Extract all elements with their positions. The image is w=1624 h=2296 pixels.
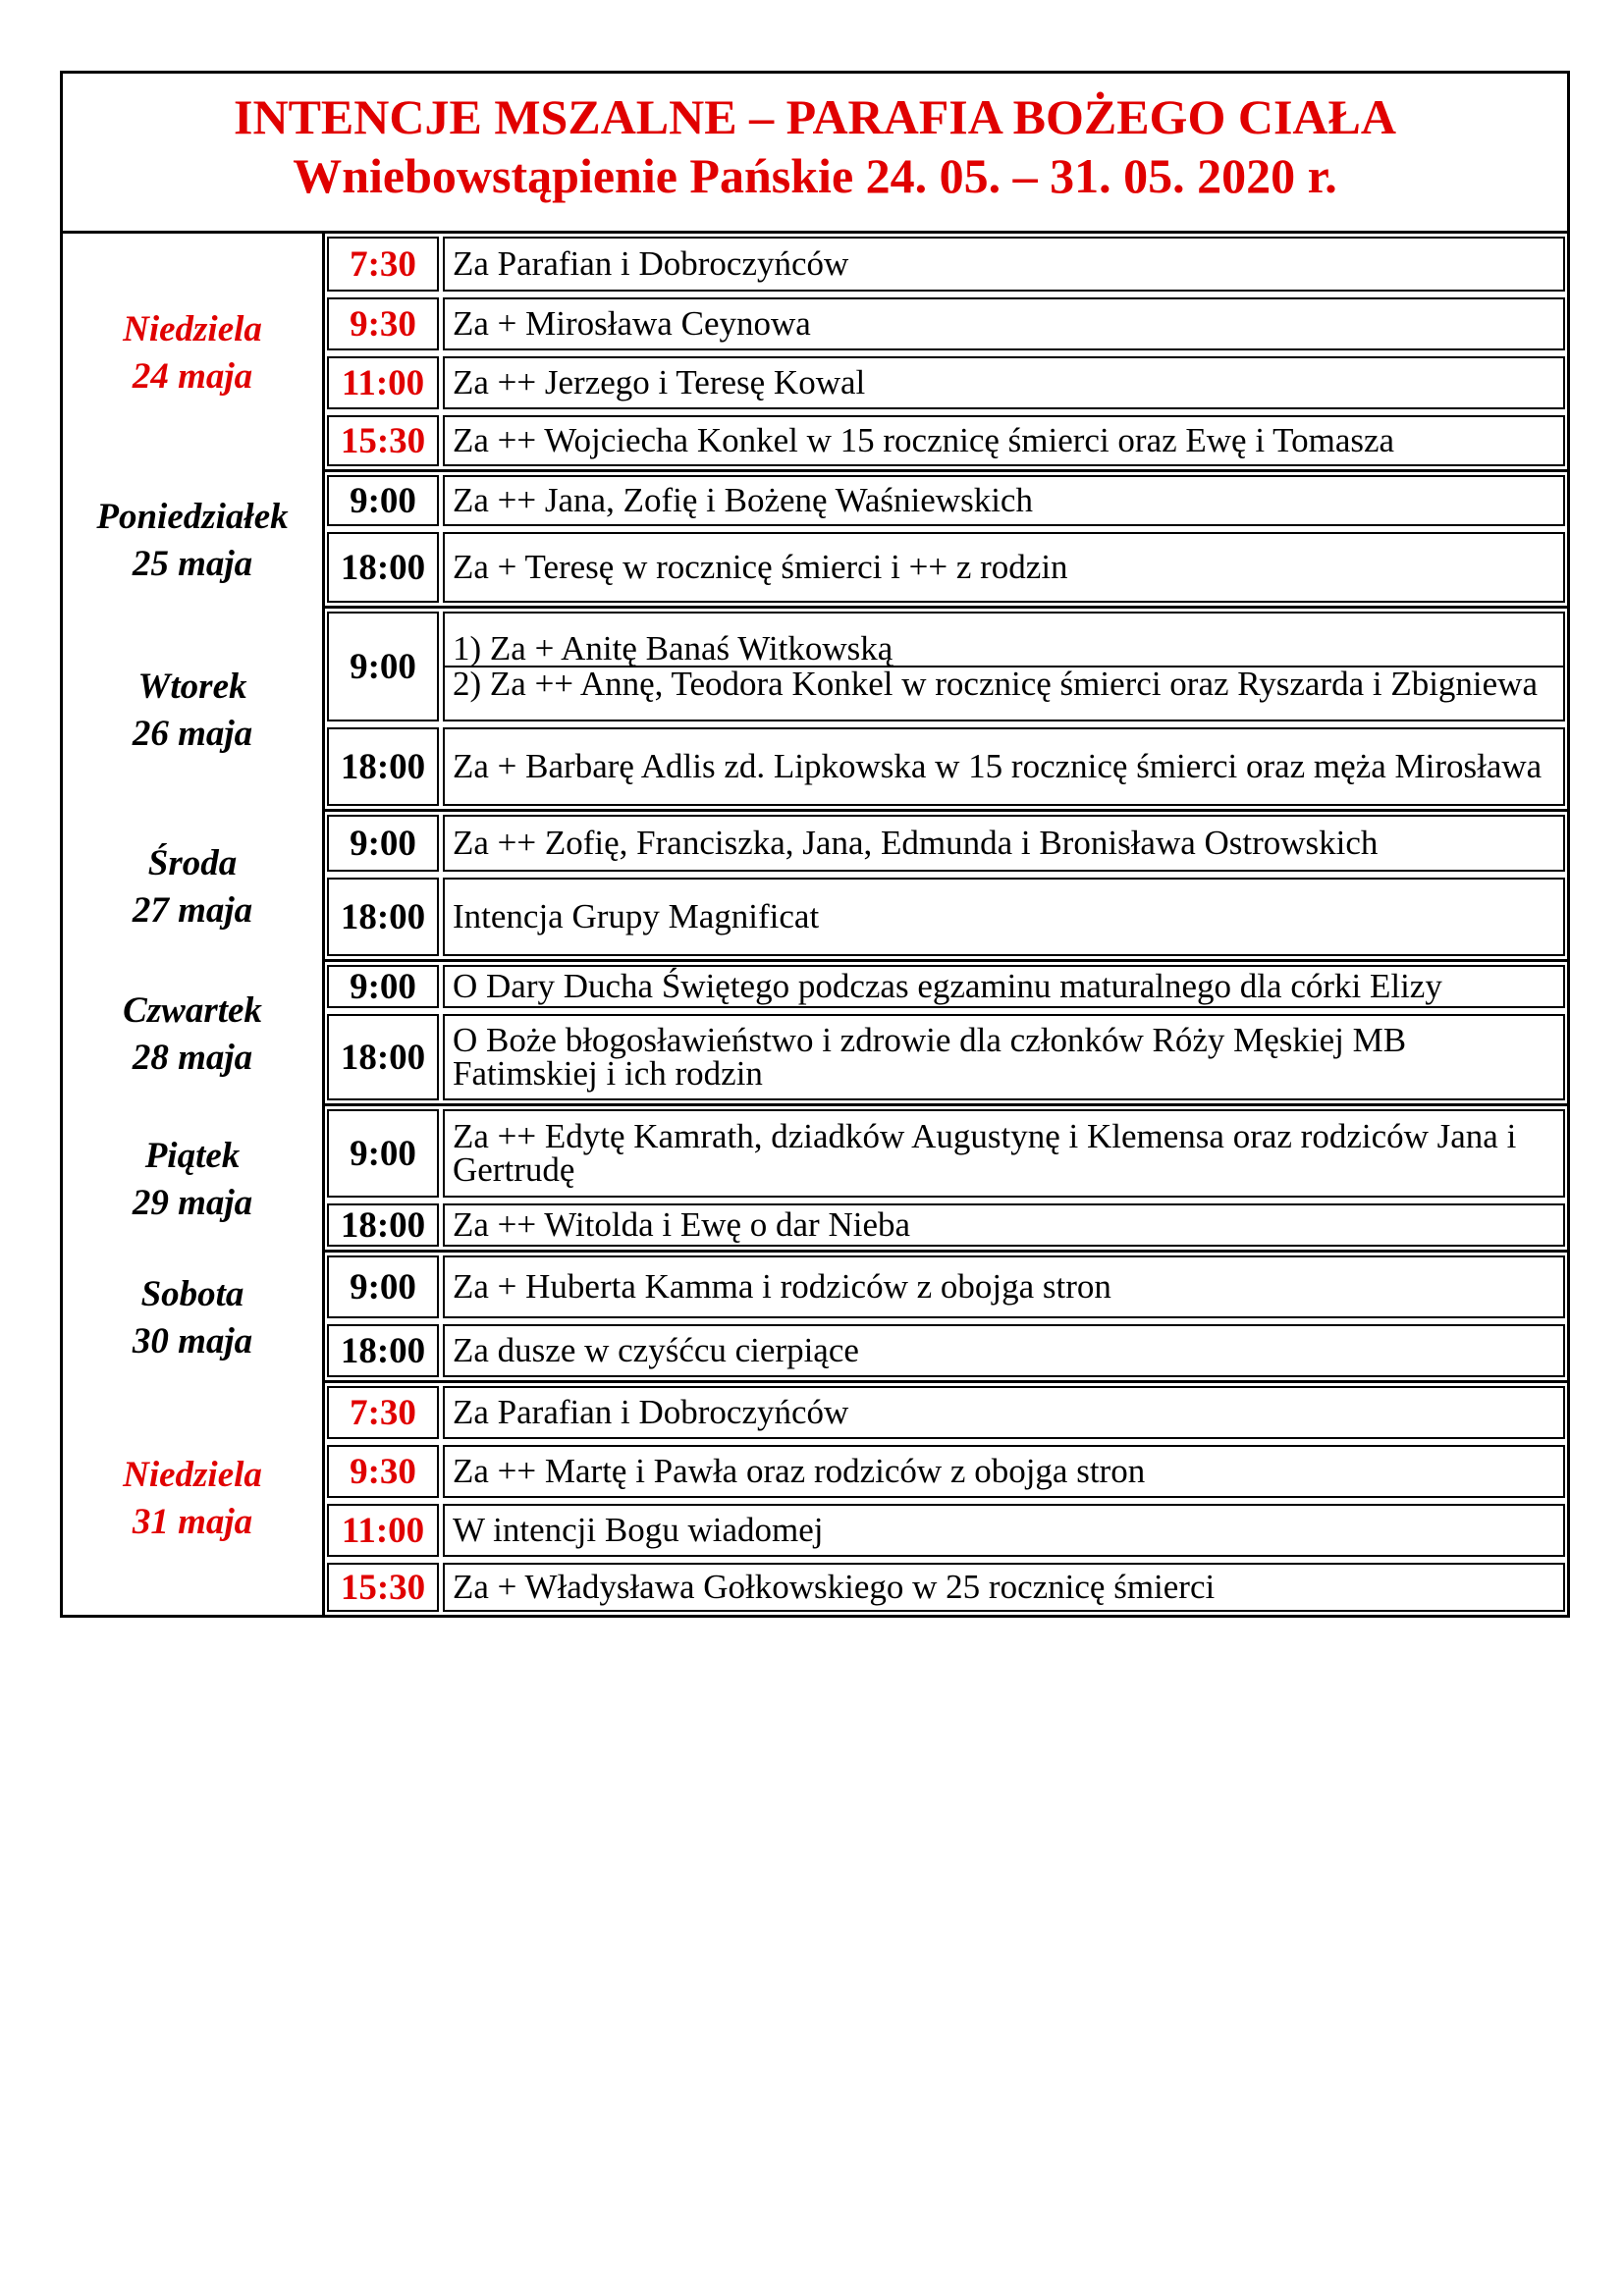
intention-box <box>443 475 1565 526</box>
mass-time: 11:00 <box>327 356 439 409</box>
intention-text: Za + Barbarę Adlis zd. Lipkowska w 15 rocznicę śmierci oraz męża Mirosława <box>453 747 1543 785</box>
document-title: INTENCJE MSZALNE – PARAFIA BOŻEGO CIAŁA <box>234 89 1396 144</box>
intention-cell <box>441 1106 1567 1201</box>
mass-time: 9:00 <box>327 965 439 1008</box>
intention-text: Za ++ Jerzego i Teresę Kowal <box>453 363 866 401</box>
mass-time: 18:00 <box>327 878 439 956</box>
intention-text: W intencji Bogu wiadomej <box>453 1511 824 1549</box>
intention-cell <box>441 1442 1567 1501</box>
day-name: Wtorek <box>137 666 247 707</box>
intention-cell <box>441 1383 1567 1442</box>
mass-time: 15:30 <box>327 1563 439 1612</box>
intention-cell <box>441 609 1567 724</box>
intention-cell <box>441 812 1567 875</box>
intention-cell <box>441 962 1567 1011</box>
time-cell <box>325 812 441 875</box>
intention-cell <box>441 1501 1567 1560</box>
time-cell <box>325 1106 441 1201</box>
time-cell <box>325 529 441 609</box>
time-cell <box>325 1560 441 1615</box>
intention-box <box>443 237 1565 292</box>
intention-box <box>443 1563 1565 1612</box>
time-cell <box>325 875 441 962</box>
schedule-row <box>63 609 1567 724</box>
intention-text: Za ++ Jana, Zofię i Bożenę Waśniewskich <box>453 481 1033 519</box>
mass-time: 9:00 <box>327 612 439 721</box>
time-cell <box>325 724 441 812</box>
day-date: 28 maja <box>132 1037 253 1078</box>
schedule-body <box>63 234 1567 1615</box>
schedule-row <box>63 1106 1567 1201</box>
day-date: 25 maja <box>132 543 253 584</box>
intention-text: Za Parafian i Dobroczyńców <box>453 1393 849 1431</box>
day-cell <box>63 609 325 812</box>
intention-text: Za dusze w czyśćcu cierpiące <box>453 1331 859 1369</box>
intention-text: Za + Teresę w rocznicę śmierci i ++ z rodzin <box>453 548 1068 586</box>
intention-text: Za ++ Edytę Kamrath, dziadków Augustynę i Klemensa oraz rodziców Jana i Gertrudę <box>453 1117 1517 1189</box>
intention-box <box>443 1014 1565 1100</box>
intention-cell <box>441 353 1567 412</box>
intention-box <box>443 415 1565 466</box>
intention-box <box>443 1255 1565 1318</box>
time-cell <box>325 1201 441 1253</box>
day-date: 27 maja <box>132 889 253 931</box>
time-cell <box>325 1253 441 1321</box>
schedule-row <box>63 472 1567 529</box>
intention-cell <box>441 1201 1567 1253</box>
time-cell <box>325 1011 441 1106</box>
day-cell <box>63 812 325 962</box>
mass-time: 7:30 <box>327 1386 439 1439</box>
intention-text: Za ++ Witolda i Ewę o dar Nieba <box>453 1205 911 1244</box>
day-date: 29 maja <box>132 1182 253 1223</box>
time-cell <box>325 412 441 472</box>
intention-box <box>443 532 1565 603</box>
schedule-table <box>63 234 1567 1615</box>
mass-time: 9:30 <box>327 297 439 350</box>
schedule-row <box>63 1383 1567 1442</box>
intention-box <box>443 727 1565 806</box>
mass-time: 18:00 <box>327 532 439 603</box>
day-cell <box>63 1106 325 1253</box>
day-cell <box>63 472 325 609</box>
mass-time: 15:30 <box>327 415 439 466</box>
intention-box <box>443 1109 1565 1198</box>
intention-text: Za + Huberta Kamma i rodziców z obojga stron <box>453 1267 1111 1306</box>
intention-box <box>443 878 1565 956</box>
intention-cell <box>441 234 1567 294</box>
document-header <box>63 74 1567 234</box>
mass-time: 9:00 <box>327 815 439 872</box>
intention-cell <box>441 875 1567 962</box>
intention-text: Za ++ Zofię, Franciszka, Jana, Edmunda i Bronisława Ostrowskich <box>453 824 1379 862</box>
intention-box <box>443 1386 1565 1439</box>
day-name: Sobota <box>140 1273 244 1314</box>
intention-box <box>443 1203 1565 1247</box>
day-name: Czwartek <box>123 989 262 1031</box>
intention-text: Za + Władysława Gołkowskiego w 25 rocznicę śmierci <box>453 1568 1216 1606</box>
day-date: 31 maja <box>132 1502 253 1542</box>
intention-text: 1) Za + Anitę Banaś Witkowską <box>453 629 893 667</box>
time-cell <box>325 609 441 724</box>
schedule-row <box>63 1253 1567 1321</box>
intention-box <box>443 297 1565 350</box>
intention-text: Za + Mirosława Ceynowa <box>453 304 811 343</box>
time-cell <box>325 294 441 353</box>
time-cell <box>325 1442 441 1501</box>
intention-box <box>443 612 1565 721</box>
intention-cell <box>441 1011 1567 1106</box>
intention-box <box>443 1445 1565 1498</box>
intention-box <box>443 965 1565 1008</box>
day-date: 30 maja <box>132 1320 253 1362</box>
intention-text: O Dary Ducha Świętego podczas egzaminu maturalnego dla córki Elizy <box>453 967 1442 1005</box>
intention-box <box>443 356 1565 409</box>
time-cell <box>325 1501 441 1560</box>
intention-text: Za ++ Wojciecha Konkel w 15 rocznicę śmierci oraz Ewę i Tomasza <box>453 421 1395 459</box>
mass-time: 7:30 <box>327 237 439 292</box>
intention-cell <box>441 724 1567 812</box>
mass-time: 9:30 <box>327 1445 439 1498</box>
day-name: Poniedziałek <box>96 496 289 537</box>
time-cell <box>325 234 441 294</box>
mass-time: 18:00 <box>327 1324 439 1377</box>
intention-box <box>443 1324 1565 1377</box>
day-name: Niedziela <box>123 1455 262 1495</box>
schedule-row <box>63 234 1567 294</box>
day-name: Środa <box>147 842 238 883</box>
intention-cell <box>441 1321 1567 1383</box>
mass-intentions-sheet <box>60 71 1570 1618</box>
day-cell <box>63 1253 325 1383</box>
day-date: 26 maja <box>132 713 253 754</box>
intention-cell <box>441 412 1567 472</box>
schedule-row <box>63 812 1567 875</box>
mass-time: 9:00 <box>327 475 439 526</box>
intention-text: Intencja Grupy Magnificat <box>453 897 820 935</box>
day-date: 24 maja <box>132 355 253 397</box>
intention-text: 2) Za ++ Annę, Teodora Konkel w rocznicę śmierci oraz Ryszarda i Zbigniewa <box>445 666 1563 701</box>
day-name: Piątek <box>144 1135 241 1176</box>
intention-cell <box>441 294 1567 353</box>
mass-time: 9:00 <box>327 1255 439 1318</box>
intention-text: Za Parafian i Dobroczyńców <box>453 244 849 283</box>
intention-text: Za ++ Martę i Pawła oraz rodziców z obojga stron <box>453 1452 1146 1490</box>
mass-time: 18:00 <box>327 727 439 806</box>
mass-time: 11:00 <box>327 1504 439 1557</box>
time-cell <box>325 962 441 1011</box>
mass-time: 9:00 <box>327 1109 439 1198</box>
document-subtitle: Wniebowstąpienie Pańskie 24. 05. – 31. 05. 2020 r. <box>293 148 1337 203</box>
intention-cell <box>441 472 1567 529</box>
intention-box <box>443 815 1565 872</box>
schedule-row <box>63 962 1567 1011</box>
day-name: Niedziela <box>123 308 262 349</box>
intention-cell <box>441 1253 1567 1321</box>
intention-text: O Boże błogosławieństwo i zdrowie dla członków Róży Męskiej MB Fatimskiej i ich rodzin <box>453 1021 1407 1093</box>
intention-box <box>443 1504 1565 1557</box>
day-cell <box>63 962 325 1106</box>
time-cell <box>325 1383 441 1442</box>
mass-time: 18:00 <box>327 1203 439 1247</box>
time-cell <box>325 1321 441 1383</box>
intention-cell <box>441 529 1567 609</box>
intention-cell <box>441 1560 1567 1615</box>
mass-time: 18:00 <box>327 1014 439 1100</box>
time-cell <box>325 353 441 412</box>
time-cell <box>325 472 441 529</box>
day-cell <box>63 1383 325 1615</box>
day-cell <box>63 234 325 472</box>
